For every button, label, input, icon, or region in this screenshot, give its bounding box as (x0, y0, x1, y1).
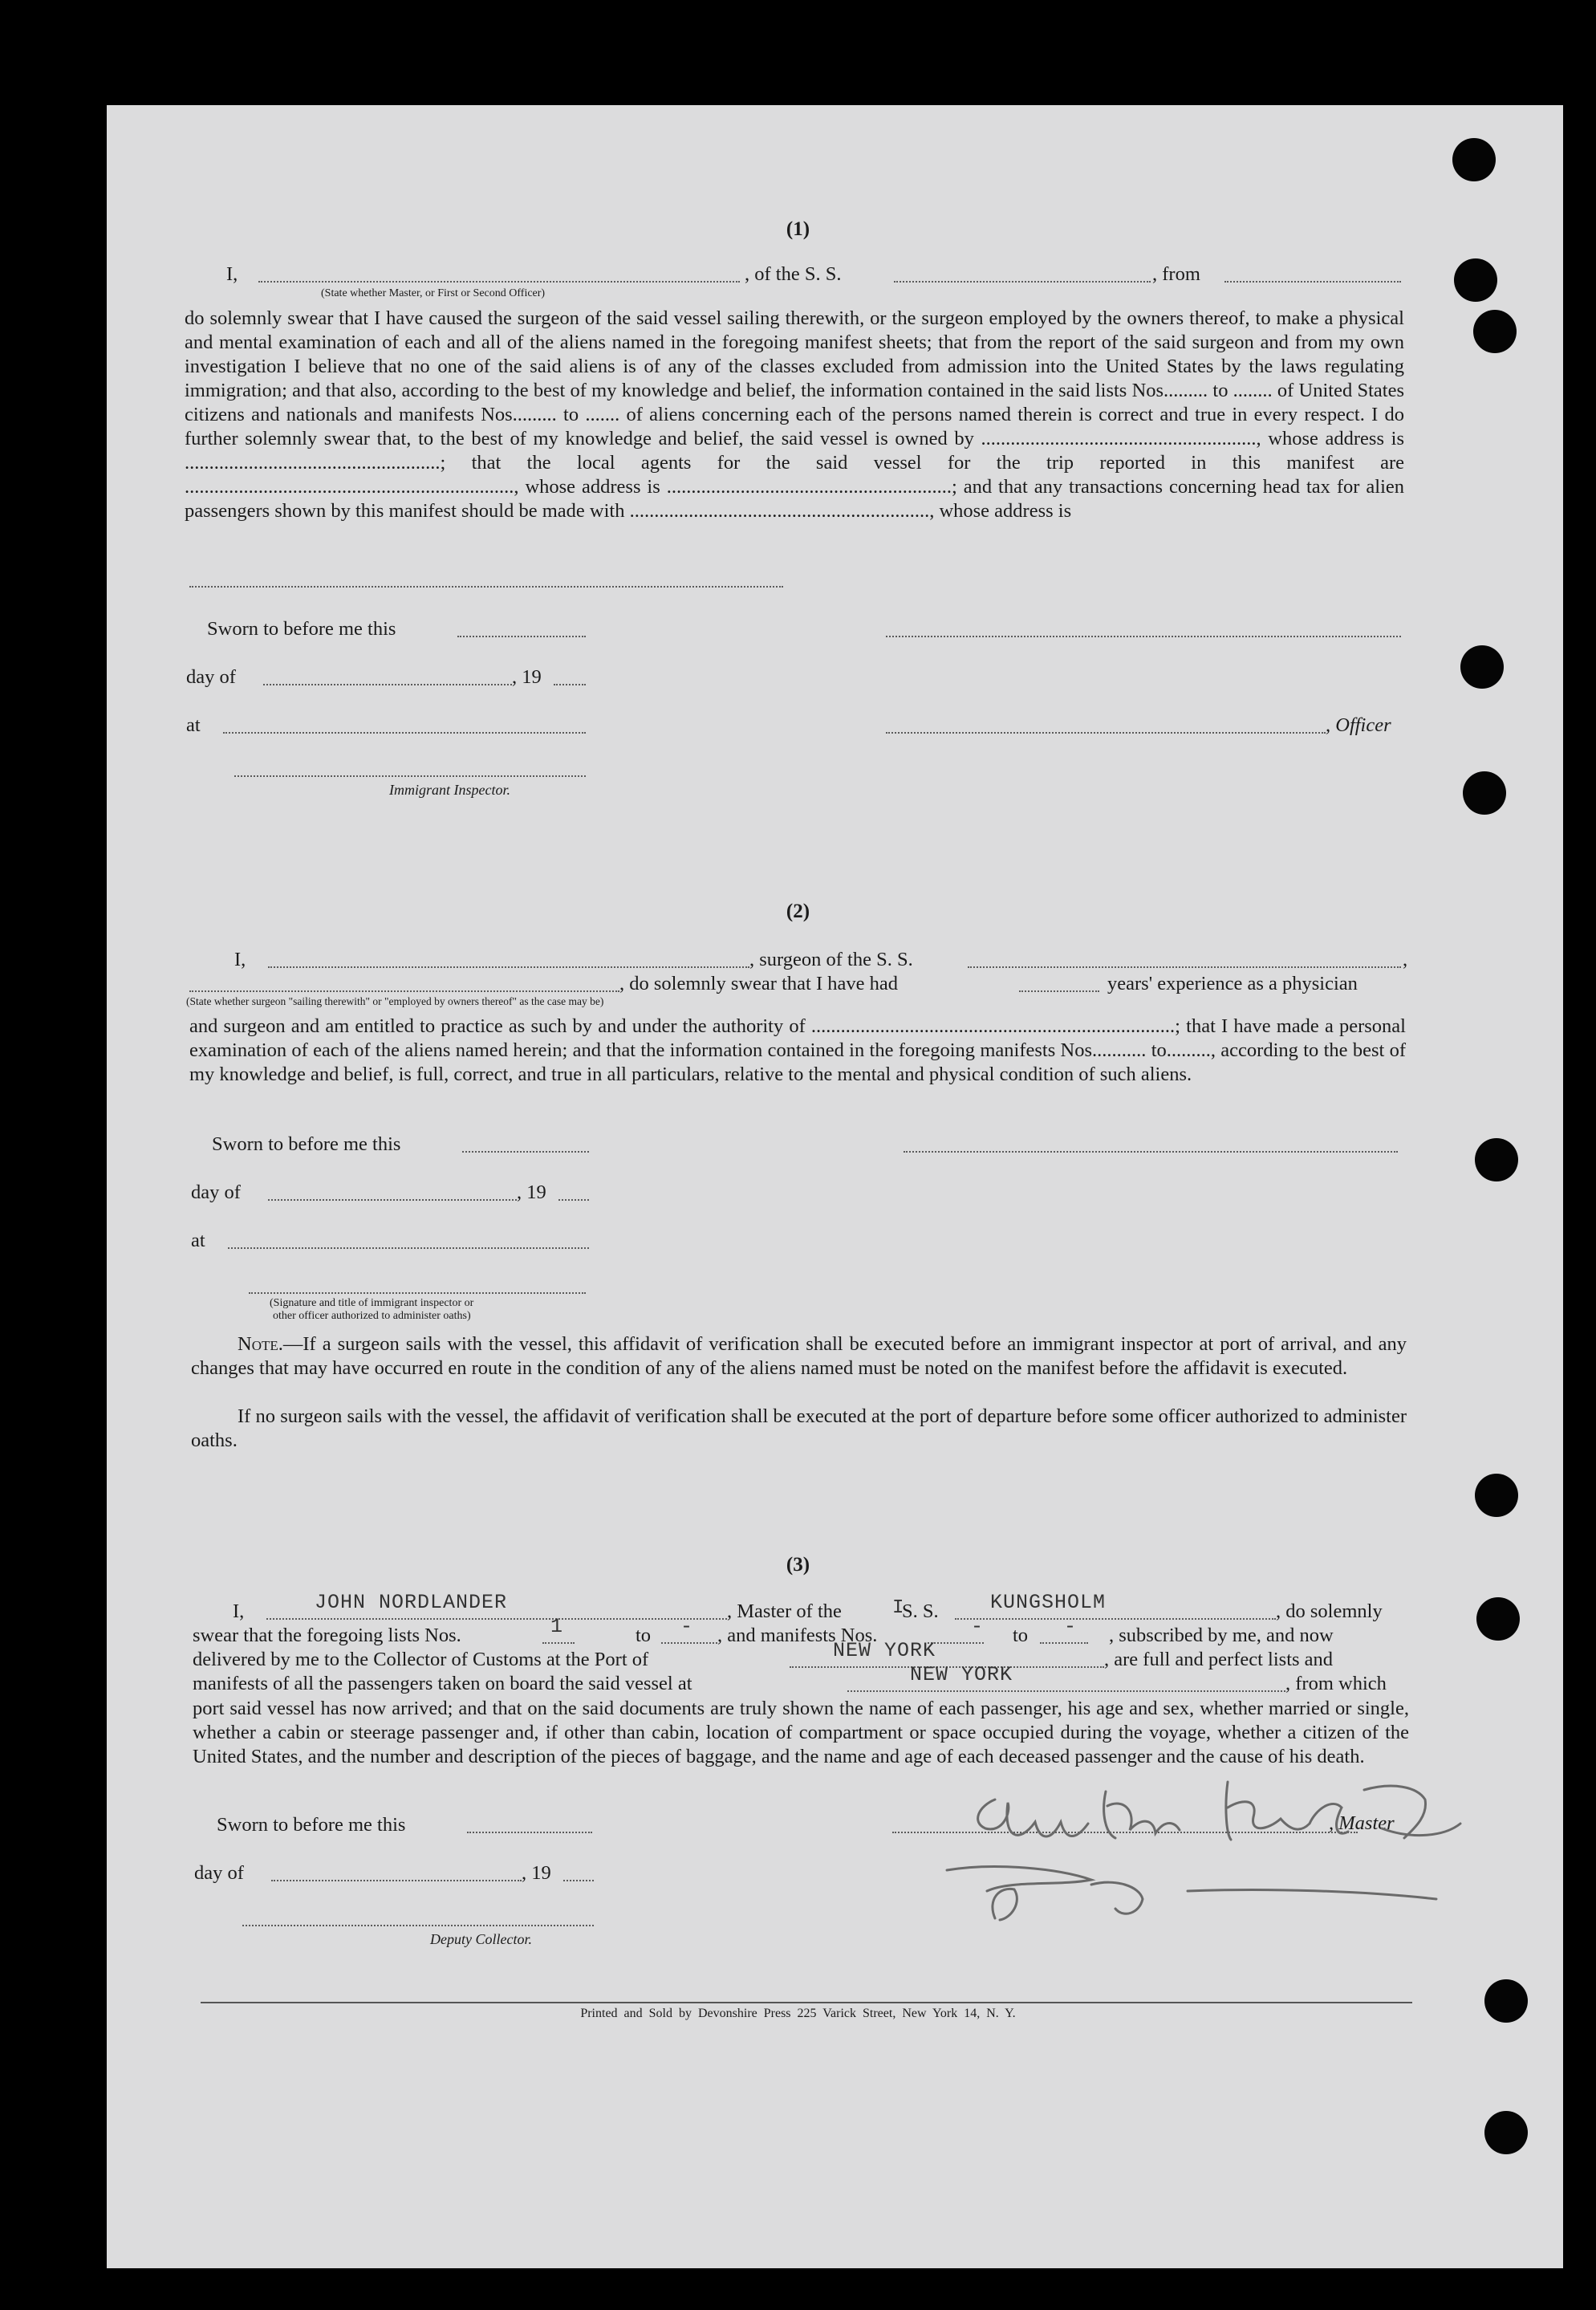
master-signature (851, 1750, 1501, 1934)
section-3-i-label: I, (233, 1600, 245, 1622)
section-2-body: and surgeon and am entitled to practice as such by and under the authority of ..........................................................................; that I have made a personal examination of each of the aliens named herein; and that the information contained in the foregoing manifests Nos........... to........., according to the best of my knowledge and belief, is full, correct, and true in all particulars, relative to the mental and physical condition of such aliens. (189, 1015, 1406, 1085)
section-2-sworn-blank[interactable] (462, 1151, 589, 1153)
section-2-day-label: day of (191, 1181, 241, 1203)
ship-name-value[interactable]: KUNGSHOLM (990, 1591, 1107, 1614)
section-1-body: do solemnly swear that I have caused the surgeon of the said vessel sailing therewith, or the surgeon employed by the owners thereof, to make a physical and mental examination of each and all of the aliens named in the foregoing manifest sheets; that from the report of the said surgeon and from my own investigation I believe that no one of the said aliens is of any of the classes excluded from admission into the United States by the laws regulating immigration; and that also, according to the best of my knowledge and belief, the information contained in the said lists Nos......... to ........ of United States citizens and nationals and manifests Nos......... to ....... of aliens concerning each of the persons named therein is correct and true in every respect. I do further solemnly swear that, to the best of my knowledge and belief, the said vessel is owned by ........................................................, whose address is ....................................................; that the local agents for the said vessel for the trip reported in this manifest are ..................................................................., whose address is ..........................................................; and that any transactions concerning head tax for alien passengers shown by this manifest should be made with ............................................................., whose address is (185, 307, 1404, 522)
section-3-year-label: , 19 (522, 1862, 551, 1884)
port-of-departure-blank[interactable] (847, 1690, 1285, 1692)
punch-hole (1475, 1474, 1518, 1517)
section-2-signature-blank[interactable] (904, 1151, 1398, 1153)
section-3-body: port said vessel has now arrived; and that on the said documents are truly shown the name of each passenger, his age and sex, whether married or single, whether a cabin or steerage passenger and, if other than cabin, location of compartment or space occupied during the voyage, whether a citizen of the United States, and the number and description of the pieces of baggage, and the name and age of each deceased passenger and the cause of his death. (193, 1698, 1409, 1767)
section-3-day-blank[interactable] (271, 1880, 522, 1881)
section-3-sworn-label: Sworn to before me this (217, 1814, 406, 1836)
years-experience-blank[interactable] (1019, 990, 1099, 992)
section-2-number: (2) (786, 901, 810, 922)
section-1-year-label: , 19 (512, 666, 542, 688)
section-3-subscribed-label: , subscribed by me, and now (1109, 1625, 1334, 1646)
section-2-sig-caption-1: (Signature and title of immigrant inspector or (270, 1297, 474, 1309)
section-3-ss-label: S. S. (902, 1600, 939, 1622)
section-2-comma: , (1403, 949, 1408, 970)
lists-to-value[interactable]: - (680, 1615, 694, 1638)
punch-hole (1473, 310, 1517, 353)
section-2-swear-label: , do solemnly swear that I have had (619, 973, 898, 994)
section-1-from-label: , from (1152, 263, 1200, 285)
section-3-delivered-label: delivered by me to the Collector of Customs at the Port of (193, 1649, 649, 1670)
section-3-solemnly-label: , do solemnly (1276, 1600, 1383, 1622)
section-3-master-of-label: , Master of the (727, 1600, 842, 1622)
master-name-value[interactable]: JOHN NORDLANDER (315, 1591, 508, 1614)
section-3-to-label: to (636, 1625, 652, 1646)
section-1-number: (1) (786, 218, 810, 240)
section-2-years-label: years' experience as a physician (1107, 973, 1358, 994)
manifests-from-blank[interactable] (928, 1642, 984, 1644)
punch-hole (1452, 138, 1496, 181)
section-3-from-which-label: , from which (1285, 1673, 1387, 1694)
manifests-to-blank[interactable] (1040, 1642, 1088, 1644)
section-2-year-blank[interactable] (558, 1199, 589, 1201)
punch-hole (1476, 1597, 1520, 1641)
manifests-to-value[interactable]: - (1064, 1615, 1078, 1638)
footer-rule (201, 2002, 1412, 2003)
section-2-year-label: , 19 (517, 1181, 546, 1203)
section-1-at-blank[interactable] (223, 732, 586, 734)
section-2-sworn-label: Sworn to before me this (212, 1133, 401, 1155)
officer-name-blank[interactable] (258, 281, 740, 283)
surgeon-status-blank[interactable] (189, 990, 619, 992)
vessel-name-blank[interactable] (894, 281, 1151, 283)
section-2-vessel-blank[interactable] (968, 966, 1401, 968)
manifests-from-value[interactable]: - (971, 1615, 985, 1638)
master-name-blank[interactable] (266, 1618, 727, 1620)
section-2-i-label: I, (234, 949, 246, 970)
punch-hole (1475, 1138, 1518, 1181)
punch-hole (1463, 771, 1506, 815)
section-3-manifests-label: , and manifests Nos. (717, 1625, 878, 1646)
punch-hole (1484, 2111, 1528, 2154)
section-2-at-blank[interactable] (228, 1247, 589, 1249)
section-1-at-label: at (186, 714, 201, 736)
section-3-number: (3) (786, 1554, 810, 1576)
section-3-sworn-blank[interactable] (467, 1832, 592, 1833)
section-1-officer-blank[interactable] (886, 732, 1326, 734)
section-2-sig-caption-2: other officer authorized to administer oaths) (273, 1310, 471, 1322)
section-3-to-label-2: to (1013, 1625, 1029, 1646)
section-2-note-2: If no surgeon sails with the vessel, the affidavit of verification shall be executed at the port of departure before some officer authorized to administer oaths. (191, 1405, 1407, 1451)
port-of-arrival-value[interactable]: NEW YORK (833, 1639, 936, 1662)
ship-name-blank[interactable] (955, 1618, 1276, 1620)
lists-from-value[interactable]: 1 (550, 1615, 564, 1638)
section-1-inspector-blank[interactable] (234, 775, 586, 777)
section-1-hint: (State whether Master, or First or Second Officer) (321, 287, 546, 299)
section-2-day-blank[interactable] (268, 1199, 517, 1201)
section-1-officer-label: , Officer (1326, 714, 1391, 736)
deputy-collector-blank[interactable] (242, 1925, 594, 1926)
section-3-full-perfect-label: , are full and perfect lists and (1104, 1649, 1334, 1670)
section-1-year-blank[interactable] (554, 684, 586, 685)
note-label: Note. (238, 1333, 283, 1355)
port-from-blank[interactable] (1224, 281, 1401, 283)
section-1-sworn-label: Sworn to before me this (207, 618, 396, 640)
section-3-manifests-all-label: manifests of all the passengers taken on board the said vessel at (193, 1673, 692, 1694)
section-1-of-ss-label: , of the S. S. (745, 263, 842, 285)
section-3-day-label: day of (194, 1862, 244, 1884)
address-blank[interactable] (189, 586, 783, 588)
section-2-hint: (State whether surgeon "sailing therewith" or "employed by owners thereof" as the case may be) (186, 995, 604, 1007)
ss-typed-prefix: I (892, 1597, 905, 1619)
section-1-signature-blank[interactable] (886, 636, 1401, 637)
punch-hole (1460, 645, 1504, 689)
section-1-sworn-blank[interactable] (457, 636, 586, 637)
deputy-collector-caption: Deputy Collector. (430, 1931, 532, 1947)
punch-hole (1454, 258, 1497, 302)
section-2-inspector-blank[interactable] (249, 1292, 586, 1294)
section-1-inspector-caption: Immigrant Inspector. (389, 782, 510, 798)
section-1-i-label: I, (226, 263, 238, 285)
note-text: —If a surgeon sails with the vessel, this affidavit of verification shall be executed before an immigrant inspector at port of arrival, and any changes that may have occurred en route in the condition of any of the aliens named must be noted on the manifest before the affidavit is executed. (191, 1333, 1407, 1379)
port-of-departure-value[interactable]: NEW YORK (910, 1663, 1013, 1686)
lists-to-blank[interactable] (661, 1642, 717, 1644)
printer-footer: Printed and Sold by Devonshire Press 225 Varick Street, New York 14, N. Y. (580, 2007, 1016, 2020)
section-2-note-1 (191, 1332, 1407, 1381)
section-1-day-label: day of (186, 666, 236, 688)
section-3-year-blank[interactable] (563, 1880, 594, 1881)
section-3-master-label: , Master (1329, 1812, 1395, 1834)
section-2-surgeon-label: , surgeon of the S. S. (749, 949, 913, 970)
section-1-day-blank[interactable] (263, 684, 512, 685)
surgeon-name-blank[interactable] (268, 966, 749, 968)
lists-from-blank[interactable] (542, 1642, 575, 1644)
section-2-at-label: at (191, 1230, 205, 1251)
section-3-lists-label: swear that the foregoing lists Nos. (193, 1625, 461, 1646)
